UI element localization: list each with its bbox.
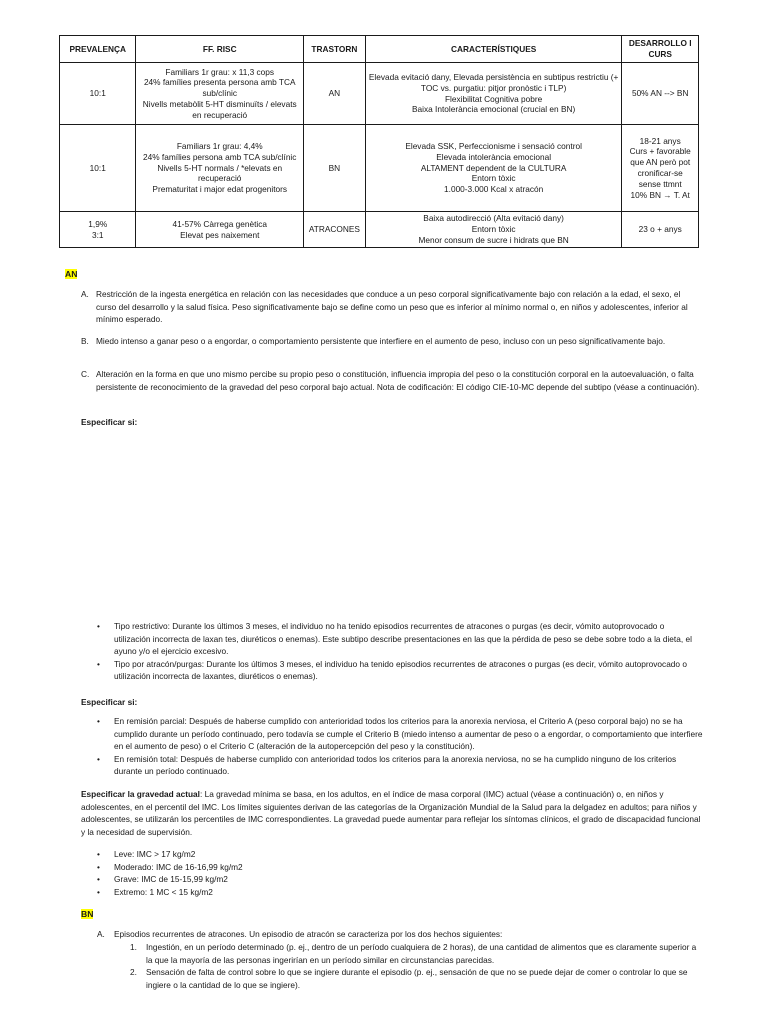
cell-line: 3:1 [91,229,104,240]
list-item-text: Sensación de falta de control sobre lo que se ingiere durante el episodio (p. ej., sensación de que no se puede dejar de comer o controlar lo que se ingiere o la cantidad de lo que se ingiere). [146,967,688,990]
table-row [60,212,699,248]
cell-line: Nivells metabòlit 5-HT disminuïts / elevats en recuperació [142,98,297,120]
cell-line: ALTAMENT dependent de la CULTURA [420,162,567,173]
cell-desarrollo-curs [622,125,699,212]
list-number: 2. [130,967,137,978]
table-row [60,63,699,125]
cell-line: 41-57% Càrrega genètica [172,218,268,229]
cell-ff-risc [136,125,304,212]
cell-line: BN [328,162,341,173]
criterion-text: Restricción de la ingesta energética en relación con las necesidades que conduce a un peso corporal significativamente bajo con relación a la edad, el sexo, el curso del desarrollo y la salud física. Peso significativamente bajo se define como un peso que es inferior al mínimo normal o, en niños y adolescentes, inferior al mínimo esperado. [96,289,688,325]
cell-prevalenca [60,212,136,248]
criterion-label: A. [97,929,105,939]
cell-line: Elevat pes naixement [180,229,260,240]
criterion-text: Alteración en la forma en que uno mismo percibe su propio peso o constitución, influencia impropia del peso o la constitución corporal en la autoevaluación, o falta persistente de reconocimiento de la gravedad del peso corporal bajo actual. Nota de codificación: El código CIE-10-MC depende del subtipo (véase a continuación). [96,369,700,392]
cell-prevalenca [60,63,136,125]
cell-caracteristiques [365,63,622,125]
list-item [81,848,703,861]
cell-line: Curs + favorable que AN però pot cronificar-se sense ttmnt [629,146,691,189]
cell-line: Baixa autodirecció (Alta evitació dany) [423,213,564,224]
an-criterion-a [81,288,701,326]
cell-line: 10:1 [89,88,106,99]
cell-line: Elevada SSK, Perfeccionisme i sensació control [405,141,582,152]
bn-heading-highlight: BN [81,909,94,919]
list-item-text: Grave: IMC de 15-15,99 kg/m2 [114,874,228,885]
section-heading-an [65,268,77,281]
an-subtypes-list [81,620,703,683]
specify-heading: Especificar si: [81,417,138,427]
cell-line: ATRACONES [308,224,360,235]
cell-line: 18-21 anys [639,135,681,146]
criterion-text: Episodios recurrentes de atracones. Un episodio de atracón se caracteriza por los dos hechos siguientes: [114,929,503,939]
an-heading-highlight: AN [65,269,78,279]
list-item-text: Ingestión, en un período determinado (p. ej., dentro de un período cualquiera de 2 horas), de una cantidad de alimentos que es claramente superior a la que la mayoría de las personas ingerirían en un período similar en circunstancias parecidas. [146,942,697,965]
cell-line: 10:1 [89,162,106,173]
severity-label: Especificar la gravedad actual [81,789,200,799]
section-heading-bn [81,908,93,921]
bullet-icon: • [97,861,100,872]
severity-levels-list [81,848,703,898]
table-row [60,125,699,212]
cell-caracteristiques [365,212,622,248]
bullet-icon: • [97,849,100,859]
cell-line: 50% AN --> BN [631,88,689,99]
list-item-text: En remisión parcial: Después de haberse cumplido con anterioridad todos los criterios para la anorexia nerviosa, el Criterio A (peso corporal bajo) no se ha cumplido durante un período continuado, pero todavía se cumple el Criterio B (miedo intenso a aumentar de peso o a engordar, o comportamiento que interfiere en el aumento de peso) o el Criterio C (alteración de la autopercepción del peso y la constitución). [114,716,703,752]
list-item [130,966,700,991]
bullet-icon: • [97,753,100,764]
specify-heading: Especificar si: [81,697,138,707]
cell-line: 24% famílies persona amb TCA sub/clínic [143,151,297,162]
cell-line: 24% famílies presenta persona amb TCA sub/clínic [143,77,296,99]
bn-numbered-list [130,941,700,991]
bullet-icon: • [97,658,100,669]
severity-paragraph [81,788,703,838]
cell-ff-risc [136,63,304,125]
header-desarrollo-curs: DESARROLLO I CURS [622,36,699,63]
cell-desarrollo-curs [622,63,699,125]
cell-line: Baixa Intolerància emocional (crucial en BN) [412,104,576,115]
severity-text: : La gravedad mínima se basa, en los adultos, en el índice de masa corporal (IMC) actual (véase a continuación) o, en niños y adolescentes, en el percentil del IMC. Los límites siguientes derivan de las categorías de la Organización Mundial de la Salud para la delgadez en adultos; para niños y adolescentes, se utilizarán los percentiles de IMC correspondientes. La gravedad puede aumentar para reflejar los síntomas clínicos, el grado de discapacidad funcional y la necesidad de supervisión. [81,789,701,837]
bullet-icon: • [97,621,100,631]
list-item-text: Leve: IMC > 17 kg/m2 [114,849,196,859]
header-ff-risc: FF. RISC [136,36,304,63]
list-number: 1. [130,942,137,952]
cell-line: Entorn tòxic [471,173,516,184]
cell-line: 10% BN → T. At [630,189,690,200]
cell-line: Elevada intolerància emocional [436,151,552,162]
list-item-text: Extremo: 1 MC < 15 kg/m2 [114,886,213,897]
list-item-text: Tipo por atracón/purgas: Durante los últimos 3 meses, el individuo ha tenido episodios recurrentes de atracones o purgas (es decir, vómito autoprovocado o utilización incorrecta de laxantes, diuréticos o enemas). [114,658,687,682]
an-criterion-c [81,368,701,393]
criterion-label: C. [81,369,90,379]
cell-line: 1,9% [88,218,108,229]
list-item-text: Tipo restrictivo: Durante los últimos 3 meses, el individuo no ha tenido episodios recurrentes de atracones o purgas (es decir, vómito autoprovocado o utilización incorrecta de laxan tes, diuréticos o enemas). Este subtipo describe presentaciones en las que la pérdida de peso se debe sobre todo a la dieta, el ayuno y/o el ejercicio excesivo. [114,621,692,657]
cell-line: Familiars 1r grau: 4,4% [176,141,263,152]
cell-line: Flexibilitat Cognitiva pobre [444,93,543,104]
table-header-row [60,36,699,63]
an-remission-list [81,715,703,778]
bullet-icon: • [97,886,100,897]
bullet-icon: • [97,716,100,726]
bullet-icon: • [97,874,100,885]
list-item [130,941,700,966]
bn-criterion-a [97,928,701,941]
header-caracteristiques: CARACTERÍSTIQUES [365,36,622,63]
cell-line: Menor consum de sucre i hidrats que BN [418,234,569,245]
cell-desarrollo-curs [622,212,699,248]
cell-line: Prematuritat i major edat progenitors [152,184,288,195]
list-item [81,620,703,658]
cell-line: AN [328,88,341,99]
criterion-text: Miedo intenso a ganar peso o a engordar, o comportamiento persistente que interfiere en el aumento de peso, incluso con un peso significativamente bajo. [96,336,666,346]
cell-line: Familiars 1r grau: x 11,3 cops [165,66,275,77]
eating-disorders-table [59,35,699,248]
list-item [81,658,703,683]
header-trastorn: TRASTORN [303,36,365,63]
criterion-label: A. [81,289,89,299]
list-item [81,886,703,899]
list-item [81,753,703,778]
cell-line: Elevada evitació dany, Elevada persistència en subtipus restrictiu (+ TOC vs. purgatiu: pitjor pronòstic i TLP) [368,71,619,93]
cell-prevalenca [60,125,136,212]
list-item [81,715,703,753]
cell-trastorn [303,125,365,212]
cell-caracteristiques [365,125,622,212]
cell-ff-risc [136,212,304,248]
list-item-text: En remisión total: Después de haberse cumplido con anterioridad todos los criterios para la anorexia nerviosa, no se ha cumplido ninguno de los criterios durante un período continuado. [114,753,677,777]
list-item-text: Moderado: IMC de 16-16,99 kg/m2 [114,861,243,872]
cell-line: 1.000-3.000 Kcal x atracón [444,184,544,195]
header-prevalenca: PREVALENÇA [60,36,136,63]
an-criterion-b [81,335,701,348]
cell-line: Entorn tòxic [471,224,516,235]
list-item [81,861,703,874]
cell-trastorn [303,63,365,125]
list-item [81,873,703,886]
cell-line: Nivells 5-HT normals / *elevats en recuperació [157,162,283,184]
cell-trastorn [303,212,365,248]
cell-line: 23 o + anys [638,224,682,235]
criterion-label: B. [81,336,89,346]
